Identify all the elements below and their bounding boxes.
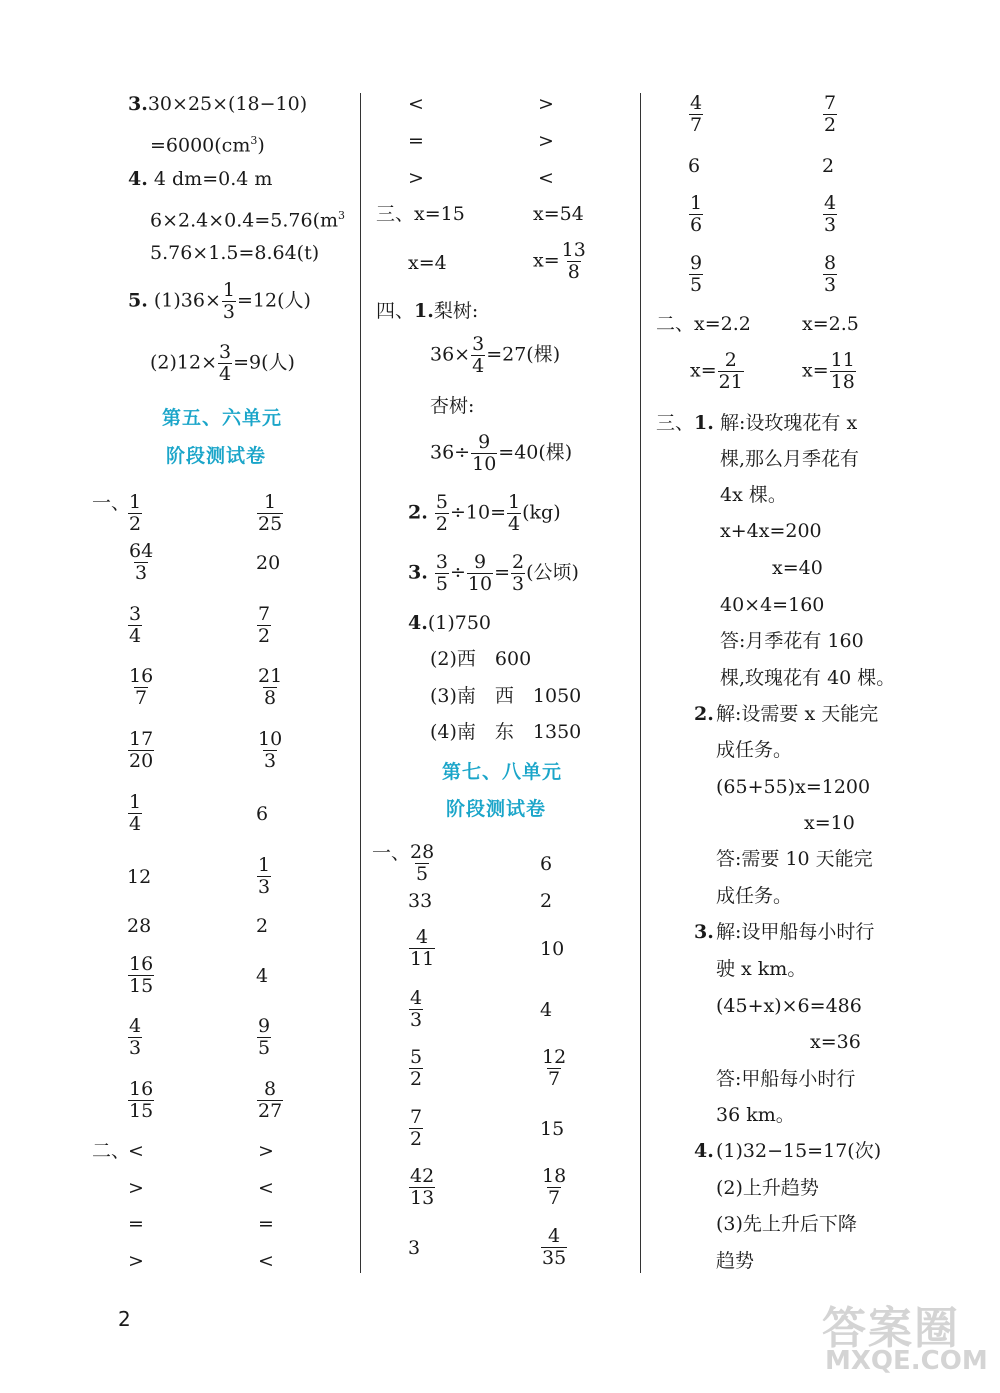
col1-sec2-label: 二、 — [92, 1140, 131, 1162]
fraction: $\frac{18}{7}$ — [542, 1165, 567, 1209]
col3-q3-number: 3. — [694, 921, 714, 943]
answer-value: < — [538, 167, 554, 189]
page-number: 2 — [118, 1307, 131, 1331]
fraction: $\frac{3}{4}$ — [472, 333, 485, 377]
answer-value: 6 — [256, 803, 269, 825]
answer-line: 解:设甲船每小时行 — [716, 921, 875, 943]
answer-line: 棵,那么月季花有 — [720, 448, 860, 470]
answer-line: x+4x=200 — [720, 520, 822, 542]
answer-value: 10 — [540, 938, 565, 960]
col2-sec3-b: x=54 — [533, 203, 584, 225]
col2-q1-apricot-title: 杏树: — [430, 395, 475, 417]
col1-sec1-label: 一、 — [92, 492, 131, 514]
column-divider-2 — [640, 93, 641, 1273]
answer-value: = — [408, 130, 424, 152]
q4-line1: 4. 4 dm=0.4 m — [128, 168, 273, 190]
q4-line2: $6\times 2.4\times 0.4=5.76(m^3$ — [150, 209, 346, 232]
section-subheading-unit78: 阶段测试卷 — [446, 798, 547, 820]
answer-line: 40×4=160 — [720, 594, 825, 616]
q5-line1: 5. (1)36× $\frac{1}{3}$ =12(人) — [128, 279, 311, 323]
col2-q4-line3: (3)南 西 1050 — [430, 685, 582, 707]
answer-value: 15 — [540, 1118, 565, 1140]
fraction: $\frac{1}{6}$ — [690, 192, 703, 236]
col2-sec3-d: x= $\frac{13}{8}$ — [533, 239, 586, 283]
answer-value: > — [538, 93, 554, 115]
answer-line: (45+x)×6=486 — [716, 995, 862, 1017]
answer-line: 解:设需要 x 天能完 — [716, 703, 879, 725]
fraction: $\frac{8}{3}$ — [824, 252, 837, 296]
answer-value: < — [128, 1140, 144, 1162]
answer-value: 20 — [256, 552, 281, 574]
fraction: $\frac{7}{2}$ — [824, 92, 837, 136]
answer-line: x=36 — [810, 1031, 861, 1053]
answer-line: 趋势 — [716, 1250, 755, 1272]
answer-line: (65+55)x=1200 — [716, 776, 871, 798]
col2-q1-pear-calc: 36× $\frac{3}{4}$ =27(棵) — [430, 333, 561, 377]
fraction: $\frac{9}{10}$ — [472, 431, 497, 475]
q3-number: 3. — [128, 93, 148, 115]
fraction: $\frac{4}{3}$ — [410, 987, 423, 1031]
fraction: $\frac{9}{10}$ — [467, 551, 493, 595]
fraction: $\frac{1}{3}$ — [222, 279, 235, 323]
answer-line: 解:设玫瑰花有 x — [720, 412, 858, 434]
fraction: $\frac{21}{8}$ — [258, 665, 283, 709]
answer-line: 答:需要 10 天能完 — [716, 848, 873, 870]
fraction: $\frac{5}{2}$ — [410, 1046, 423, 1090]
answer-value: 6 — [540, 853, 553, 875]
answer-value: 12 — [127, 866, 152, 888]
answer-line: 棵,玫瑰花有 40 棵。 — [720, 667, 896, 689]
fraction: $\frac{2}{21}$ — [718, 349, 743, 393]
answer-value: 2 — [540, 890, 553, 912]
fraction: $\frac{4}{7}$ — [690, 92, 703, 136]
fraction: $\frac{16}{15}$ — [129, 953, 154, 997]
col2-sec4-q1-title: 四、1.梨树: — [376, 300, 479, 322]
answer-value: < — [258, 1177, 274, 1199]
answer-value: < — [408, 93, 424, 115]
fraction: $\frac{9}{5}$ — [258, 1015, 271, 1059]
fraction: $\frac{8}{27}$ — [258, 1078, 283, 1122]
q3-line1: 3.30×25×(18−10) — [128, 93, 308, 115]
answer-value: 28 — [127, 915, 152, 937]
col2-q4-line4: (4)南 东 1350 — [430, 721, 582, 743]
section-heading-unit56: 第五、六单元 — [162, 407, 283, 429]
col2-sec3-row1: 三、x=15 — [376, 203, 465, 225]
col2-q1-apricot-calc: 36÷ $\frac{9}{10}$ =40(棵) — [430, 431, 573, 475]
column-divider-1 — [360, 93, 361, 1273]
fraction: $\frac{5}{2}$ — [435, 491, 448, 535]
fraction: $\frac{42}{13}$ — [410, 1165, 435, 1209]
col3-sec2-d: x= $\frac{11}{18}$ — [802, 349, 855, 393]
fraction: $\frac{3}{4}$ — [219, 341, 232, 385]
answer-value: > — [128, 1250, 144, 1272]
fraction: $\frac{1}{4}$ — [129, 791, 142, 835]
q3-line2: $=6000(cm^3)$ — [150, 134, 265, 157]
col2-sec1-label: 一、 — [372, 842, 411, 864]
answer-value: 3 — [408, 1237, 421, 1259]
answer-line: x=10 — [804, 812, 855, 834]
fraction: $\frac{3}{5}$ — [435, 551, 448, 595]
col2-q4-line2: (2)西 600 — [430, 648, 532, 670]
answer-line: 答:甲船每小时行 — [716, 1068, 856, 1090]
fraction: $\frac{64}{3}$ — [129, 540, 154, 584]
answer-value: 2 — [256, 915, 269, 937]
answer-line: 成任务。 — [716, 885, 793, 907]
fraction: $\frac{4}{11}$ — [410, 926, 435, 970]
fraction: $\frac{16}{7}$ — [129, 665, 154, 709]
answer-value: = — [128, 1213, 144, 1235]
fraction: $\frac{9}{5}$ — [690, 252, 703, 296]
col3-sec3-label: 三、1. — [656, 412, 714, 434]
col3-sec2-c: x= $\frac{2}{21}$ — [690, 349, 743, 393]
col2-q3: 3. $\frac{3}{5}$ ÷ $\frac{9}{10}$ = $\frac{2}{3}$ (公顷) — [408, 551, 579, 595]
answer-line: 驶 x km。 — [716, 958, 807, 980]
fraction: $\frac{16}{15}$ — [129, 1078, 154, 1122]
fraction: $\frac{7}{2}$ — [258, 603, 271, 647]
section-subheading-unit56: 阶段测试卷 — [166, 445, 267, 467]
fraction: $\frac{3}{4}$ — [129, 603, 142, 647]
answer-line: (3)先上升后下降 — [716, 1213, 857, 1235]
fraction: $\frac{17}{20}$ — [129, 728, 154, 772]
fraction: $\frac{1}{25}$ — [258, 491, 283, 535]
fraction: $\frac{1}{2}$ — [129, 491, 142, 535]
answer-value: > — [258, 1140, 274, 1162]
fraction: $\frac{4}{3}$ — [824, 192, 837, 236]
answer-line: 4x 棵。 — [720, 484, 787, 506]
watermark-logo: 答案圈 — [822, 1303, 960, 1354]
q4-line3: 5.76×1.5=8.64(t) — [150, 242, 320, 264]
watermark-url: MXQE.COM — [825, 1346, 988, 1376]
fraction: $\frac{2}{3}$ — [512, 551, 525, 595]
answer-value: > — [408, 167, 424, 189]
answer-line: (1)32−15=17(次) — [716, 1140, 882, 1162]
fraction: $\frac{13}{8}$ — [561, 239, 586, 283]
fraction: $\frac{12}{7}$ — [542, 1046, 567, 1090]
answer-line: 成任务。 — [716, 739, 793, 761]
col3-q2-number: 2. — [694, 703, 714, 725]
answer-value: > — [538, 130, 554, 152]
answer-line: (2)上升趋势 — [716, 1177, 819, 1199]
col2-q2: 2. $\frac{5}{2}$ ÷10= $\frac{1}{4}$ (kg) — [408, 491, 561, 535]
answer-line: x=40 — [772, 557, 823, 579]
answer-value: 2 — [822, 155, 835, 177]
answer-value: 4 — [256, 965, 269, 987]
q5-line2: (2)12× $\frac{3}{4}$ =9(人) — [150, 341, 295, 385]
answer-value: > — [128, 1177, 144, 1199]
answer-value: = — [258, 1213, 274, 1235]
col3-q4-number: 4. — [694, 1140, 714, 1162]
fraction: $\frac{4}{3}$ — [129, 1015, 142, 1059]
fraction: $\frac{28}{5}$ — [410, 841, 435, 885]
fraction: $\frac{10}{3}$ — [258, 728, 283, 772]
q4-number: 4. — [128, 168, 148, 190]
fraction: $\frac{4}{35}$ — [542, 1225, 567, 1269]
fraction: $\frac{7}{2}$ — [410, 1106, 423, 1150]
answer-value: 33 — [408, 890, 433, 912]
answer-value: 4 — [540, 999, 553, 1021]
col2-sec3-c: x=4 — [408, 252, 447, 274]
section-heading-unit78: 第七、八单元 — [442, 761, 563, 783]
fraction: $\frac{1}{3}$ — [258, 854, 271, 898]
answer-value: 6 — [688, 155, 701, 177]
answer-line: 36 km。 — [716, 1104, 795, 1126]
col3-sec2-a: 二、x=2.2 — [656, 313, 751, 335]
fraction: $\frac{11}{18}$ — [830, 349, 855, 393]
answer-value: < — [258, 1250, 274, 1272]
col3-sec2-b: x=2.5 — [802, 313, 859, 335]
col2-q4-line1: 4.(1)750 — [408, 612, 492, 634]
answer-line: 答:月季花有 160 — [720, 630, 864, 652]
fraction: $\frac{1}{4}$ — [508, 491, 521, 535]
